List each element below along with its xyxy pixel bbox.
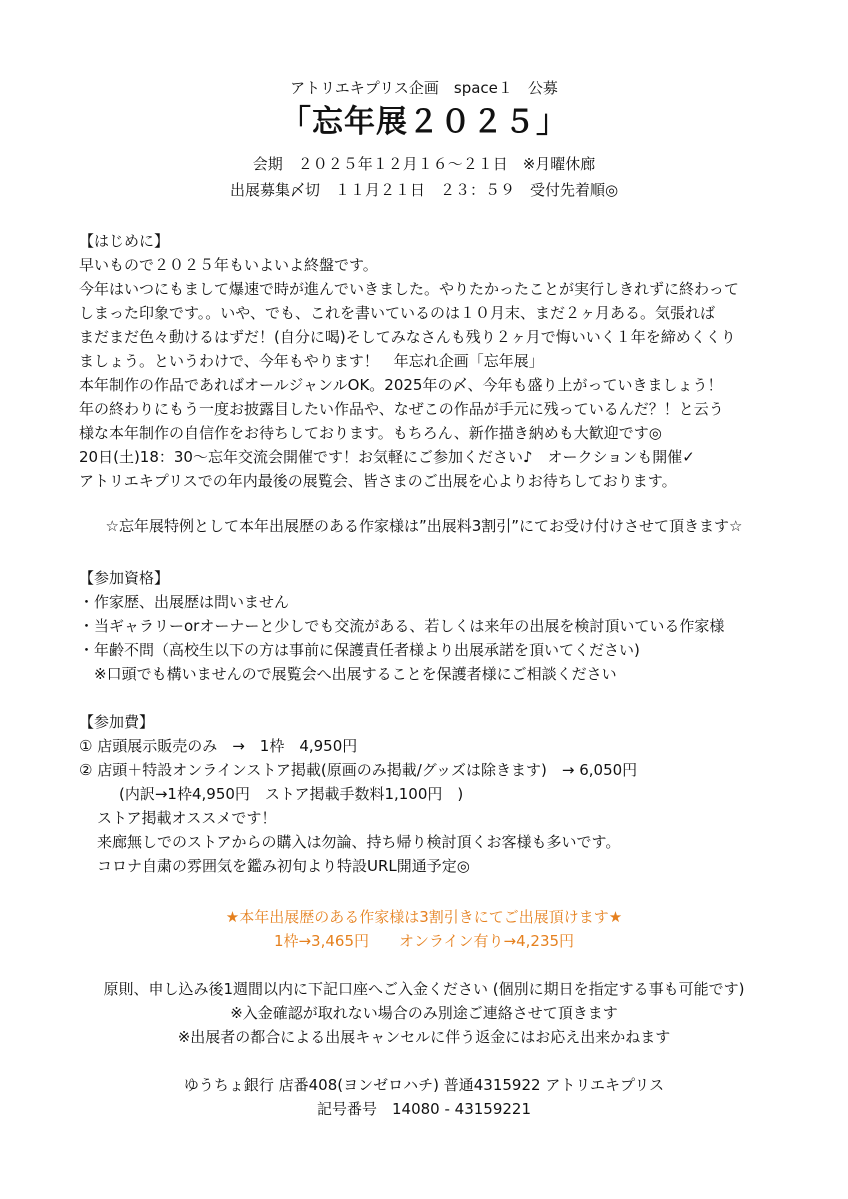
- payment-section: [0, 977, 848, 1049]
- intro-line: ましょう。というわけで、今年もやります！ 年忘れ企画「忘年展」: [79, 352, 544, 370]
- special-discount-note: ☆忘年展特例として本年出展歴のある作家様は”出展料3割引”にてお受け付けさせて頂きます☆: [105, 517, 743, 535]
- payment-line: 原則、申し込み後1週間以内に下記口座へご入金ください (個別に期日を指定する事も可能です): [103, 980, 745, 998]
- exhibition-period: 会期 ２０２５年１２月１６～２１日 ※月曜休廊: [252, 155, 596, 173]
- intro-line: まだまだ色々動けるはずだ！(自分に喝)そしてみなさんも残り２ヶ月で悔いいく１年を締めくくり: [79, 328, 736, 346]
- intro-line: 本年制作の作品であればオールジャンルOK。2025年の〆、今年も盛り上がっていきましょう！: [79, 376, 723, 394]
- eligibility-section: [79, 566, 779, 686]
- discount-title: ★本年出展歴のある作家様は3割引きにてご出展頂けます★: [225, 908, 623, 926]
- payment-line: ※出展者の都合による出展キャンセルに伴う返金にはお応え出来かねます: [177, 1028, 671, 1046]
- application-deadline: 出展募集〆切 １１月２１日 ２３：５９ 受付先着順◎: [229, 181, 619, 199]
- fee-option-store-only: ① 店頭展示販売のみ → 1枠 4,950円: [79, 737, 358, 755]
- fee-note: ストア掲載オススメです！: [97, 809, 277, 827]
- intro-line: アトリエキプリスでの年内最後の展覧会、皆さまのご出展を心よりお待ちしております。: [79, 472, 677, 490]
- page-title: 「忘年展２０２５」: [280, 104, 568, 140]
- discount-section: [0, 905, 848, 953]
- eligibility-item: ※口頭でも構いませんので展覧会へ出展することを保護者様にご相談ください: [79, 665, 617, 683]
- fees-section: [79, 710, 779, 878]
- intro-heading: 【はじめに】: [79, 232, 170, 250]
- fee-note: 来廊無しでのストアからの購入は勿論、持ち帰り検討頂くお客様も多いです。: [97, 833, 621, 851]
- intro-line: 年の終わりにもう一度お披露目したい作品や、なぜこの作品が手元に残っているんだ？！と云う: [79, 400, 724, 418]
- fee-option-online: ② 店頭＋特設オンラインストア掲載(原画のみ掲載/グッズは除きます) → 6,050円: [79, 761, 638, 779]
- payment-line: ※入金確認が取れない場合のみ別途ご連絡させて頂きます: [230, 1004, 618, 1022]
- intro-section: [79, 229, 779, 493]
- fees-heading: 【参加費】: [79, 713, 155, 731]
- eligibility-item: ・年齢不問（高校生以下の方は事前に保護責任者様より出展承諾を頂いてください): [79, 641, 640, 659]
- intro-line: しまった印象です。。いや、でも、これを書いているのは１０月末、まだ２ヶ月ある。気張れば: [79, 304, 716, 322]
- intro-line: 今年はいつにもまして爆速で時が進んでいきました。やりたかったことが実行しきれずに終わって: [79, 280, 739, 298]
- eligibility-heading: 【参加資格】: [79, 569, 170, 587]
- intro-line: 様な本年制作の自信作をお待ちしております。もちろん、新作描き納めも大歓迎です◎: [79, 424, 662, 442]
- eligibility-item: ・作家歴、出展歴は問いません: [79, 593, 290, 611]
- organizer-line: アトリエキプリス企画 space１ 公募: [290, 79, 558, 97]
- bank-account: ゆうちょ銀行 店番408(ヨンゼロハチ) 普通4315922 アトリエキプリス: [183, 1076, 665, 1094]
- eligibility-item: ・当ギャラリーorオーナーと少しでも交流がある、若しくは来年の出展を検討頂いている作家様: [79, 617, 725, 635]
- intro-line: 早いもので２０２５年もいよいよ終盤です。: [79, 256, 378, 274]
- bank-section: [0, 1073, 848, 1121]
- discount-prices: 1枠→3,465円 オンライン有り→4,235円: [273, 932, 575, 950]
- fee-breakdown: (内訳→1枠4,950円 ストア掲載手数料1,100円 ): [119, 785, 464, 803]
- intro-line: 20日(土)18：30～忘年交流会開催です！お気軽にご参加ください♪ オークションも開催✓: [79, 448, 695, 466]
- fee-note: コロナ自粛の雰囲気を鑑み初旬より特設URL開通予定◎: [97, 857, 470, 875]
- bank-number: 記号番号 14080 - 43159221: [316, 1100, 531, 1118]
